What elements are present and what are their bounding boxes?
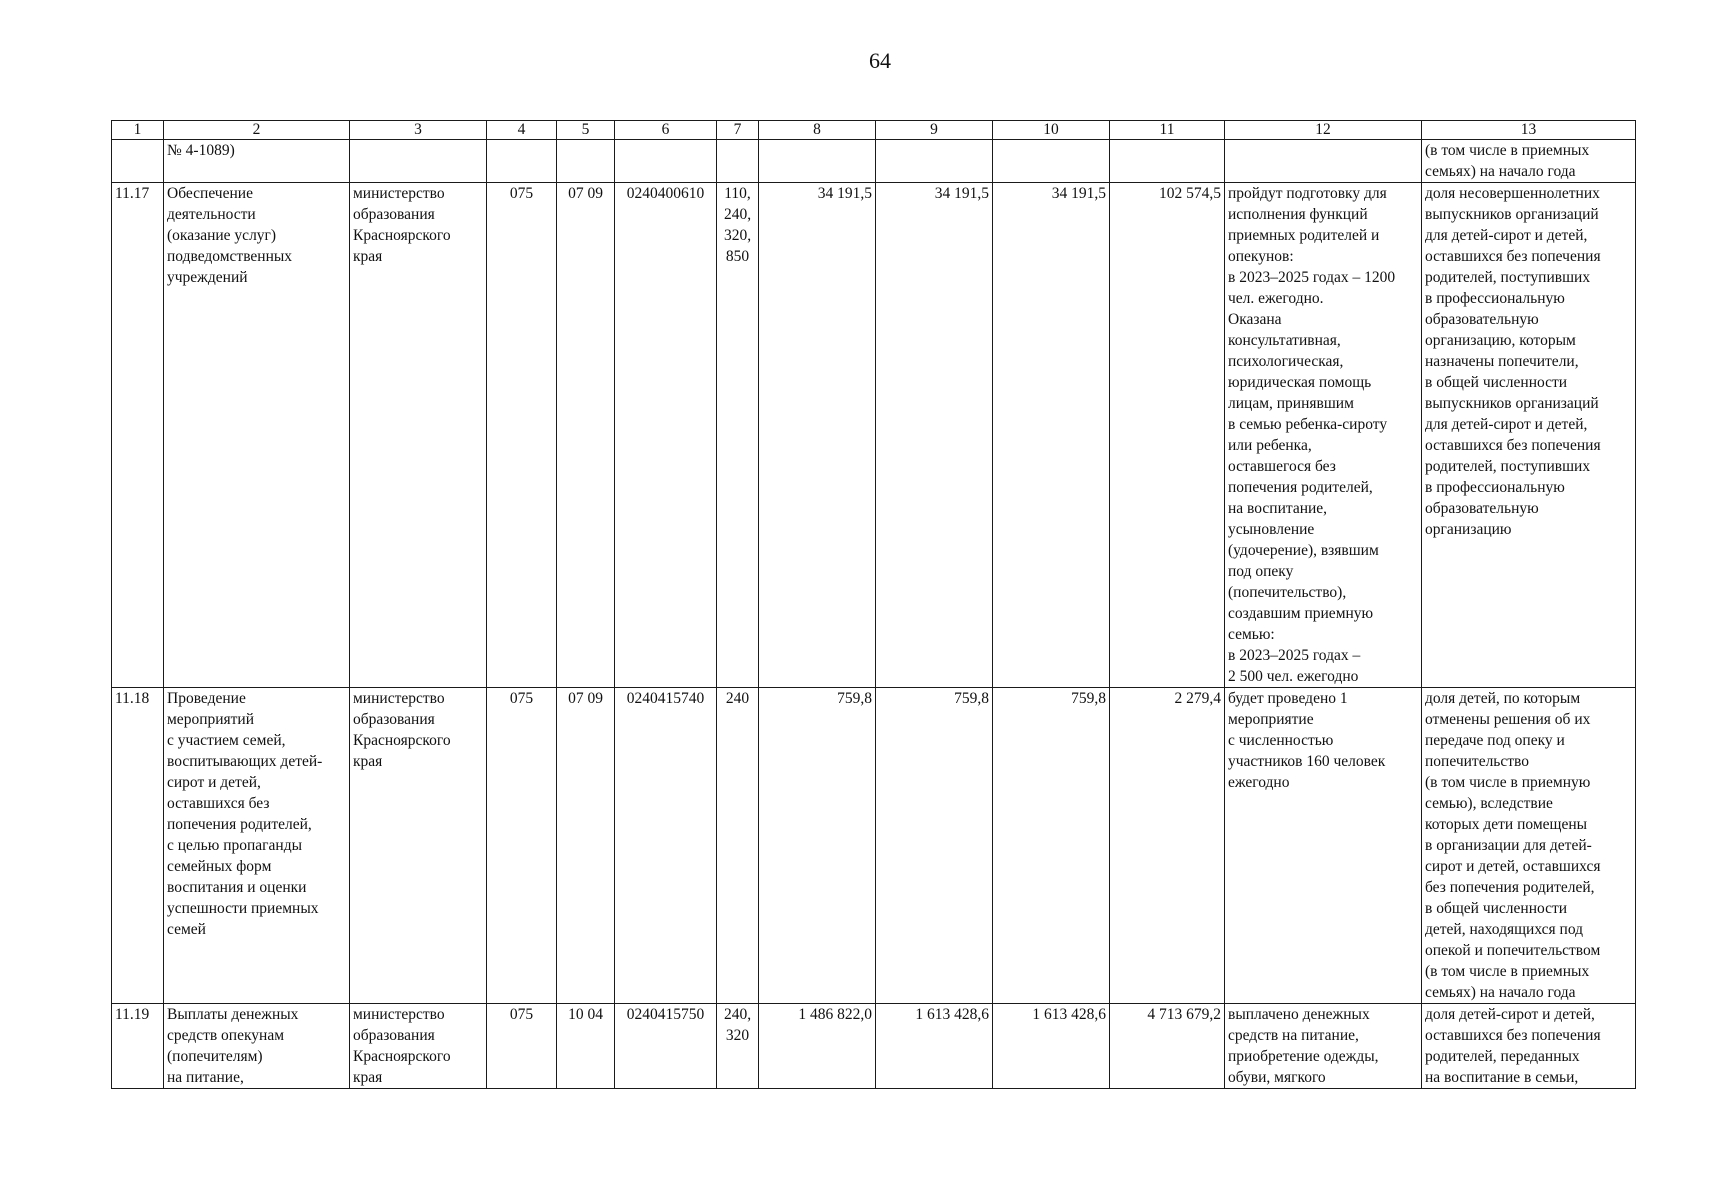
table-row-11-18	[112, 688, 1636, 1004]
col-number: 5	[557, 121, 615, 140]
budget-measures-table	[111, 120, 1636, 1089]
cell-2024: 759,8	[876, 688, 993, 1004]
column-number-row	[112, 121, 1636, 140]
cell-rzpr	[557, 140, 615, 183]
cell-executor	[350, 140, 487, 183]
col-number: 6	[615, 121, 717, 140]
cell-result: выплачено денежных средств на питание, приобретение одежды, обуви, мягкого	[1225, 1004, 1422, 1089]
cell-result	[1225, 140, 1422, 183]
cell-2024: 34 191,5	[876, 183, 993, 688]
cell-2025	[993, 140, 1110, 183]
table-row-11-19	[112, 1004, 1636, 1089]
cell-grbs	[487, 140, 557, 183]
cell-result: будет проведено 1 мероприятие с численностью участников 160 человек ежегодно	[1225, 688, 1422, 1004]
col-number: 4	[487, 121, 557, 140]
table-row-11-17	[112, 183, 1636, 688]
cell-csr: 0240415740	[615, 688, 717, 1004]
cell-2023: 1 486 822,0	[759, 1004, 876, 1089]
cell-rzpr: 07 09	[557, 688, 615, 1004]
cell-grbs: 075	[487, 688, 557, 1004]
cell-name: Проведение мероприятий с участием семей, воспитывающих детей- сирот и детей, оставшихся без попечения родителей, с целью пропаганды семейных форм воспитания и оценки успешности приемных семей	[164, 688, 350, 1004]
cell-csr	[615, 140, 717, 183]
cell-rzpr: 07 09	[557, 183, 615, 688]
cell-2025: 759,8	[993, 688, 1110, 1004]
page-number: 64	[869, 48, 891, 73]
cell-grbs: 075	[487, 183, 557, 688]
cell-result: пройдут подготовку для исполнения функций приемных родителей и опекунов: в 2023–2025 годах – 1200 чел. ежегодно. Оказана консультативная, психологическая, юридическая помощь лицам, принявшим в семью ребенка-сироту или ребенка, оставшегося без попечения родителей, на воспитание, усыновление (удочерение), взявшим под опеку (попечительство), создавшим приемную семью: в 2023–2025 годах – 2 500 чел. ежегодно	[1225, 183, 1422, 688]
col-number: 10	[993, 121, 1110, 140]
col-number: 11	[1110, 121, 1225, 140]
col-number: 2	[164, 121, 350, 140]
cell-csr: 0240415750	[615, 1004, 717, 1089]
cell-executor: министерство образования Красноярского края	[350, 1004, 487, 1089]
cell-vr: 110, 240, 320, 850	[717, 183, 759, 688]
col-number: 3	[350, 121, 487, 140]
cell-no	[112, 140, 164, 183]
cell-2025: 34 191,5	[993, 183, 1110, 688]
cell-no: 11.19	[112, 1004, 164, 1089]
cell-indicator: доля несовершеннолетних выпускников организаций для детей-сирот и детей, оставшихся без попечения родителей, поступивших в профессиональную образовательную организацию, которым назначены попечители, в общей численности выпускников организаций для детей-сирот и детей, оставшихся без попечения родителей, поступивших в профессиональную образовательную организацию	[1422, 183, 1636, 688]
cell-vr: 240	[717, 688, 759, 1004]
cell-2024	[876, 140, 993, 183]
col-number: 9	[876, 121, 993, 140]
cell-name: Выплаты денежных средств опекунам (попечителям) на питание,	[164, 1004, 350, 1089]
cell-name: Обеспечение деятельности (оказание услуг) подведомственных учреждений	[164, 183, 350, 688]
cell-indicator: (в том числе в приемных семьях) на начало года	[1422, 140, 1636, 183]
col-number: 7	[717, 121, 759, 140]
col-number: 13	[1422, 121, 1636, 140]
cell-indicator: доля детей, по которым отменены решения об их передаче под опеку и попечительство (в том числе в приемную семью), вследствие которых дети помещены в организации для детей- сирот и детей, оставшихся без попечения родителей, в общей численности детей, находящихся под опекой и попечительством (в том числе в приемных семьях) на начало года	[1422, 688, 1636, 1004]
cell-vr: 240, 320	[717, 1004, 759, 1089]
cell-executor: министерство образования Красноярского края	[350, 688, 487, 1004]
col-number: 8	[759, 121, 876, 140]
table-row-continuation	[112, 140, 1636, 183]
cell-executor: министерство образования Красноярского края	[350, 183, 487, 688]
cell-no: 11.17	[112, 183, 164, 688]
cell-2023: 34 191,5	[759, 183, 876, 688]
cell-total: 2 279,4	[1110, 688, 1225, 1004]
cell-csr: 0240400610	[615, 183, 717, 688]
cell-2023: 759,8	[759, 688, 876, 1004]
cell-name: № 4-1089)	[164, 140, 350, 183]
cell-rzpr: 10 04	[557, 1004, 615, 1089]
cell-total	[1110, 140, 1225, 183]
cell-total: 4 713 679,2	[1110, 1004, 1225, 1089]
cell-total: 102 574,5	[1110, 183, 1225, 688]
cell-vr	[717, 140, 759, 183]
col-number: 12	[1225, 121, 1422, 140]
cell-2023	[759, 140, 876, 183]
cell-indicator: доля детей-сирот и детей, оставшихся без попечения родителей, переданных на воспитание в семьи,	[1422, 1004, 1636, 1089]
cell-2024: 1 613 428,6	[876, 1004, 993, 1089]
cell-2025: 1 613 428,6	[993, 1004, 1110, 1089]
cell-grbs: 075	[487, 1004, 557, 1089]
cell-no: 11.18	[112, 688, 164, 1004]
col-number: 1	[112, 121, 164, 140]
